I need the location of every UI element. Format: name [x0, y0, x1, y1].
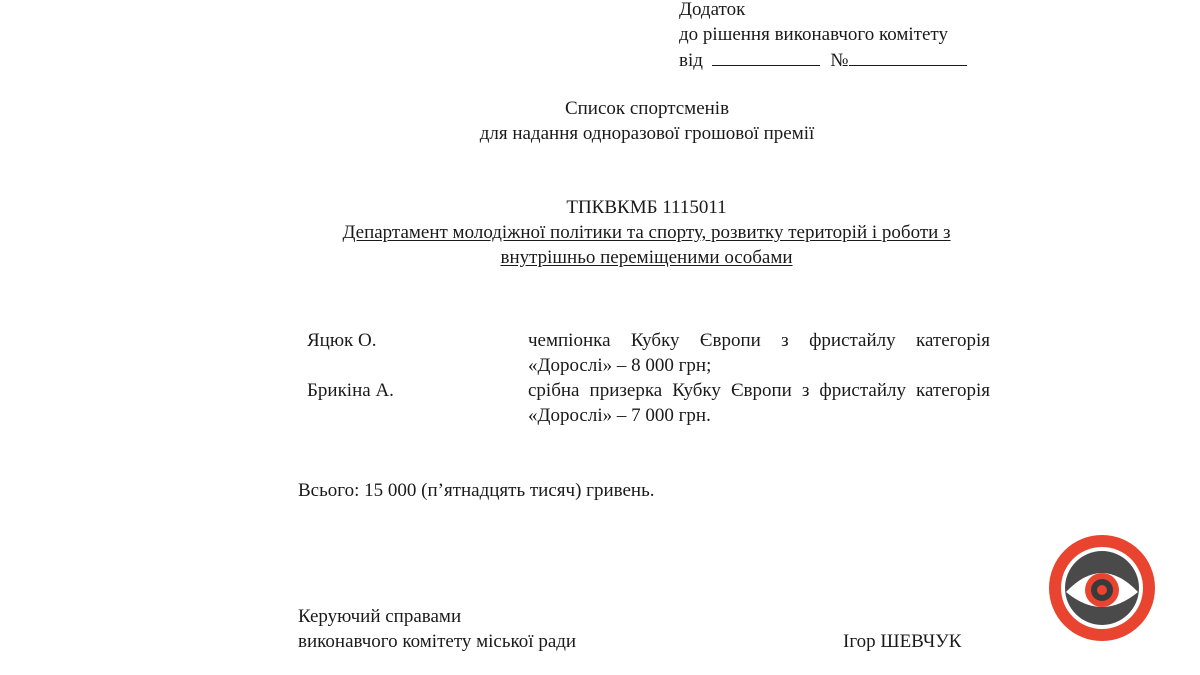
- appendix-date-prefix: від: [679, 50, 703, 71]
- athlete-name: Брикіна А.: [307, 380, 394, 401]
- signatory-position: [298, 604, 576, 654]
- date-blank: [712, 47, 820, 66]
- budget-code: ТПКВКМБ 1115011: [566, 197, 727, 218]
- signatory-name: Ігор ШЕВЧУК: [843, 631, 962, 652]
- department-name-line-2: внутрішньо переміщеними особами: [500, 247, 793, 268]
- title-line-2: для надання одноразової грошової премії: [479, 123, 815, 144]
- document-title: [0, 96, 1200, 146]
- appendix-decision: до рішення виконавчого комітету: [679, 24, 948, 45]
- athlete-description: чемпіонка Кубку Європи з фристайлу категорія «Дорослі» – 8 000 грн;: [528, 330, 990, 376]
- appendix-label: Додаток: [679, 0, 746, 20]
- department-block: [300, 195, 993, 270]
- athlete-description: срібна призерка Кубку Європи з фристайлу категорія «Дорослі» – 7 000 грн.: [528, 380, 990, 426]
- position-line-1: Керуючий справами: [298, 606, 462, 627]
- appendix-date-line: [679, 47, 967, 73]
- number-blank: [849, 47, 967, 66]
- athlete-name: Яцюк О.: [307, 330, 377, 351]
- appendix-header: [679, 0, 967, 73]
- list-item: [307, 378, 990, 428]
- list-item: [307, 328, 990, 378]
- athletes-list: [307, 328, 990, 428]
- position-line-2: виконавчого комітету міської ради: [298, 631, 577, 652]
- total-amount: Всього: 15 000 (п’ятнадцять тисяч) гривень.: [298, 480, 655, 501]
- appendix-number-sign: №: [830, 50, 849, 71]
- eye-logo-icon: [1048, 534, 1156, 642]
- department-name-line-1: Департамент молодіжної політики та спорту, розвитку територій і роботи з: [342, 222, 951, 243]
- title-line-1: Список спортсменів: [564, 98, 730, 119]
